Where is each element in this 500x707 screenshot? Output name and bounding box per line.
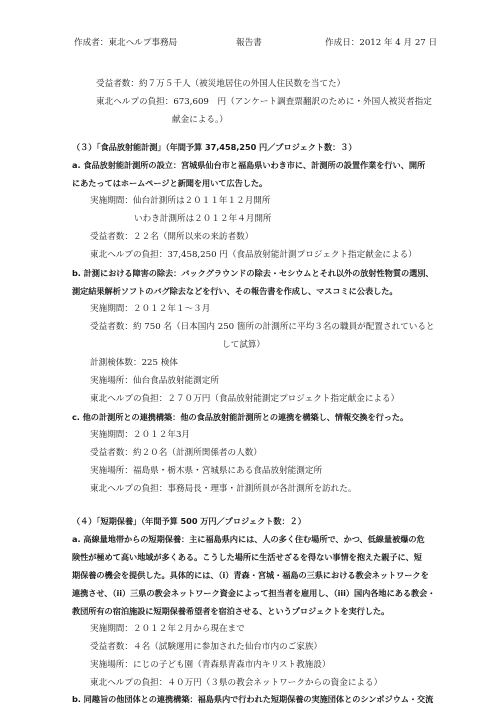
section4-a-line5: 教団所有の宿泊施設に短期保養希望者を宿泊させる、というプロジェクトを実行した。 <box>72 606 390 616</box>
section4-a-line1: a. 高線量地帯からの短期保養：主に福島県内には、人の多く住む場所で、かつ、低線量被爆の危 <box>72 534 425 544</box>
section4-a-place: 実施場所：にじの子ども園（青森県青森市内キリスト教施設） <box>90 660 331 670</box>
section3-b-place: 実施場所：仙台食品放射能測定所 <box>90 376 219 386</box>
section3-c-burden: 東北ヘルプの負担：事務局長・理事・計測所員が各計測所を訪れた。 <box>90 484 357 494</box>
intro-beneficiaries: 受益者数：約７万５千人（被災地居住の外国人住民数を当てた） <box>96 79 346 89</box>
section3-heading: （３）「食品放射能計測」（年間予算 37,458,250 円／プロジェクト数：３） <box>72 142 357 152</box>
section3-a-beneficiaries: 受益者数：２２名（開所以来の来訪者数） <box>90 232 254 242</box>
section3-b-beneficiaries2: して試算） <box>222 340 265 350</box>
section3-c-period: 実施期間：２０１２年3月 <box>90 430 190 440</box>
section4-a-line4: 連携させ、（ii）三県の教会ネットワーク資金によって担当者を雇用し、（iii）国内各地にある教会・ <box>72 588 436 598</box>
section3-c-beneficiaries: 受益者数：約２０名（計測所関係者の人数） <box>90 448 262 458</box>
section4-b-line1: b. 同趣旨の他団体との連携構築：福島県内で行われた短期保養の実施団体とのシンポジウム・交流 <box>72 694 434 704</box>
header-date: 作成日：2012 年 4 月 27 日 <box>325 38 438 48</box>
section3-b-burden: 東北ヘルプの負担：２７０万円（食品放射能測定プロジェクト指定献金による） <box>90 394 400 404</box>
section3-a-line2: にあたってはホームページと新聞を用いて広告した。 <box>72 178 268 188</box>
section3-a-period1: 実施期間：仙台計測所は２０１１年１２月開所 <box>90 196 271 206</box>
section3-a-burden: 東北ヘルプの負担：37,458,250 円（食品放射能計測プロジェクト指定献金による） <box>90 250 417 260</box>
header-doc-type: 報告書 <box>236 38 262 48</box>
section3-b-samples: 計測検体数：225 検体 <box>90 358 178 368</box>
section4-a-line2: 険性が極めて高い地域が多くある。こうした場所に生活せざるを得ない事情を抱えた親子に、短 <box>72 552 422 562</box>
section3-a-line1: a. 食品放射能計測所の設立：宮城県仙台市と福島県いわき市に、計測所の設置作業を行い、開所 <box>72 160 426 170</box>
section3-b-period: 実施期間：２０１２年１～３月 <box>90 304 211 314</box>
section4-a-line3: 期保養の機会を提供した。具体的には、（i）青森・宮城・福島の三県における教会ネットワークを <box>72 570 429 580</box>
section4-a-period: 実施期間：２０１２年２月から現在まで <box>90 624 245 634</box>
section3-b-line1: b. 計測における障害の除去：バックグラウンドの除去・セシウムとそれ以外の放射性物質の選別、 <box>72 268 434 278</box>
section3-b-beneficiaries1: 受益者数：約 750 名（日本国内 250 箇所の計測所に平均３名の職員が配置されていると <box>90 322 435 332</box>
header-author: 作成者：東北ヘルプ事務局 <box>74 38 178 48</box>
section4-a-burden: 東北ヘルプの負担：４０万円（３県の教会ネットワークからの資金による） <box>90 678 383 688</box>
section3-c-line1: c. 他の計測所との連携構築：他の食品放射能計測所との連携を構築し、情報交換を行った。 <box>72 412 409 422</box>
section3-b-line2: 測定結果解析ソフトのバグ除去などを行い、その報告書を作成し、マスコミに公表した。 <box>72 286 398 296</box>
section3-c-place: 実施場所：福島県・栃木県・宮城県にある食品放射能測定所 <box>90 466 323 476</box>
section3-a-period2: いわき計測所は２０１２年４月開所 <box>134 214 272 224</box>
intro-burden-line2: 献金による。） <box>172 115 228 125</box>
section4-heading: （４）「短期保養」（年間予算 500 万円／プロジェクト数：２） <box>72 516 306 526</box>
section4-a-beneficiaries: 受益者数：４名（試験運用に参加された仙台市内のご家族） <box>90 642 323 652</box>
intro-burden-line1: 東北ヘルプの負担：673,609 円（アンケート調査票翻訳のために・外国人被災者指定 <box>96 97 432 107</box>
